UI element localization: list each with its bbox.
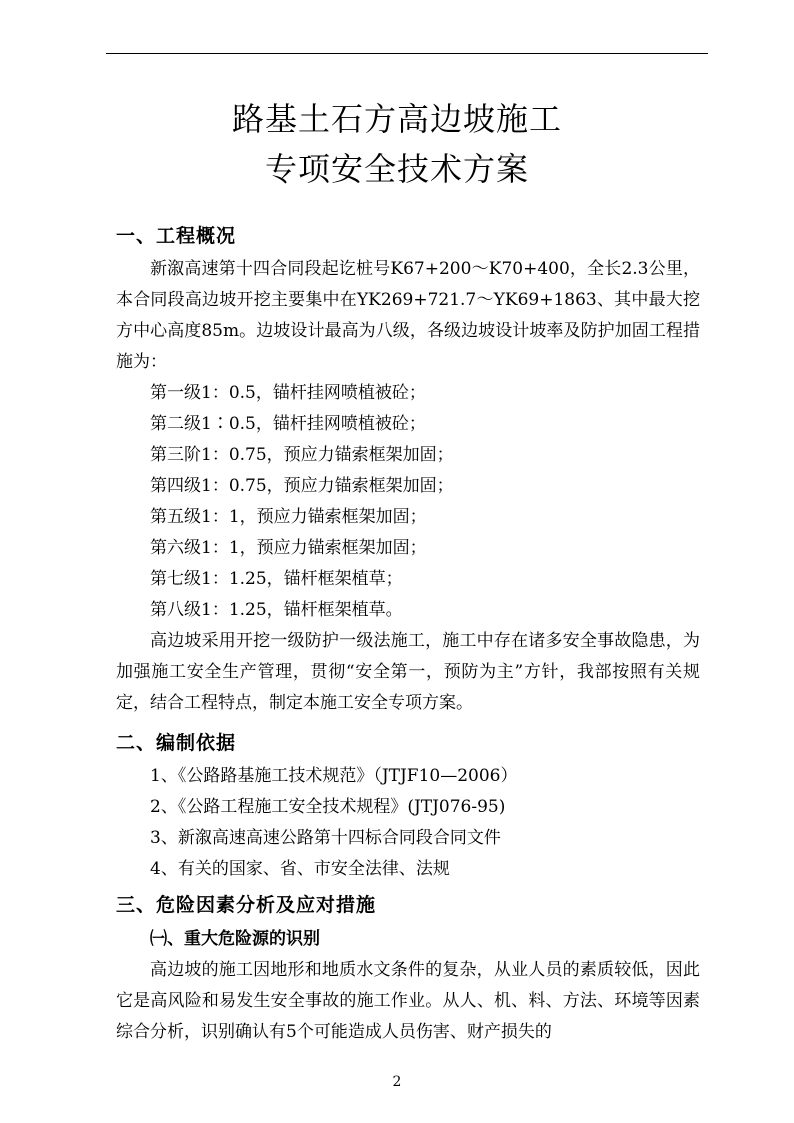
section3-para-text: 高边坡的施工因地形和地质水文条件的复杂，从业人员的素质较低，因此它是高风险和易发生安全事故的施工作业。从人、机、料、方法、环境等因素综合分析，识别确认有5个可能造成人员伤害、财产损失的 bbox=[116, 960, 700, 1042]
section1-closing-text: 高边坡采用开挖一级防护一级法施工，施工中存在诸多安全事故隐患，为加强施工安全生产管理，贯彻“安全第一，预防为主”方针，我部按照有关规定，结合工程特点，制定本施工安全专项方案。 bbox=[116, 631, 700, 713]
section3-heading: 三、危险因素分析及应对措施 bbox=[116, 894, 377, 916]
section1-intro-text: 新溆高速第十四合同段起讫桩号K67+200～K70+400，全长2.3公里，本合同段高边坡开挖主要集中在YK269+721.7～YK69+1863、其中最大挖方中心高度85m。边坡设计最高为八级，各级边坡设计坡率及防护加固工程措施为： bbox=[116, 259, 700, 372]
basis-item: 4、有关的国家、省、市安全法律、法规 bbox=[150, 859, 450, 879]
section3-subheading: ㈠、重大危险源的识别 bbox=[150, 929, 320, 949]
slope-level-item: 第七级1：1.25，锚杆框架植草； bbox=[150, 569, 403, 589]
document-title-line2: 专项安全技术方案 bbox=[264, 150, 529, 188]
basis-item: 2、《公路工程施工安全技术规程》(JTJ076-95) bbox=[150, 797, 506, 817]
section1-closing bbox=[116, 626, 700, 719]
basis-list bbox=[150, 761, 517, 885]
slope-level-item: 第二级1∶0.5，锚杆挂网喷植被砼； bbox=[150, 414, 426, 434]
slope-level-item: 第五级1：1，预应力锚索框架加固； bbox=[150, 507, 427, 527]
slope-level-item: 第六级1：1，预应力锚索框架加固； bbox=[150, 538, 427, 558]
slope-level-item: 第一级1：0.5，锚杆挂网喷植被砼； bbox=[150, 383, 426, 403]
slope-level-item: 第八级1：1.25，锚杆框架植草。 bbox=[150, 600, 403, 620]
header-rule bbox=[106, 53, 708, 54]
section1-heading: 一、工程概况 bbox=[116, 225, 237, 247]
slope-level-item: 第三阶1：0.75，预应力锚索框架加固； bbox=[150, 445, 454, 465]
section3-para bbox=[116, 955, 700, 1048]
slope-level-item: 第四级1：0.75，预应力锚索框架加固； bbox=[150, 476, 454, 496]
section1-intro bbox=[116, 254, 700, 378]
basis-item: 1、《公路路基施工技术规范》（JTJF10—2006） bbox=[150, 766, 518, 786]
document-title-line1: 路基土石方高边坡施工 bbox=[231, 100, 562, 138]
page-number: 2 bbox=[392, 1074, 402, 1090]
section2-heading: 二、编制依据 bbox=[116, 732, 237, 754]
slope-level-list bbox=[150, 378, 454, 626]
basis-item: 3、新溆高速高速公路第十四标合同段合同文件 bbox=[150, 828, 501, 848]
